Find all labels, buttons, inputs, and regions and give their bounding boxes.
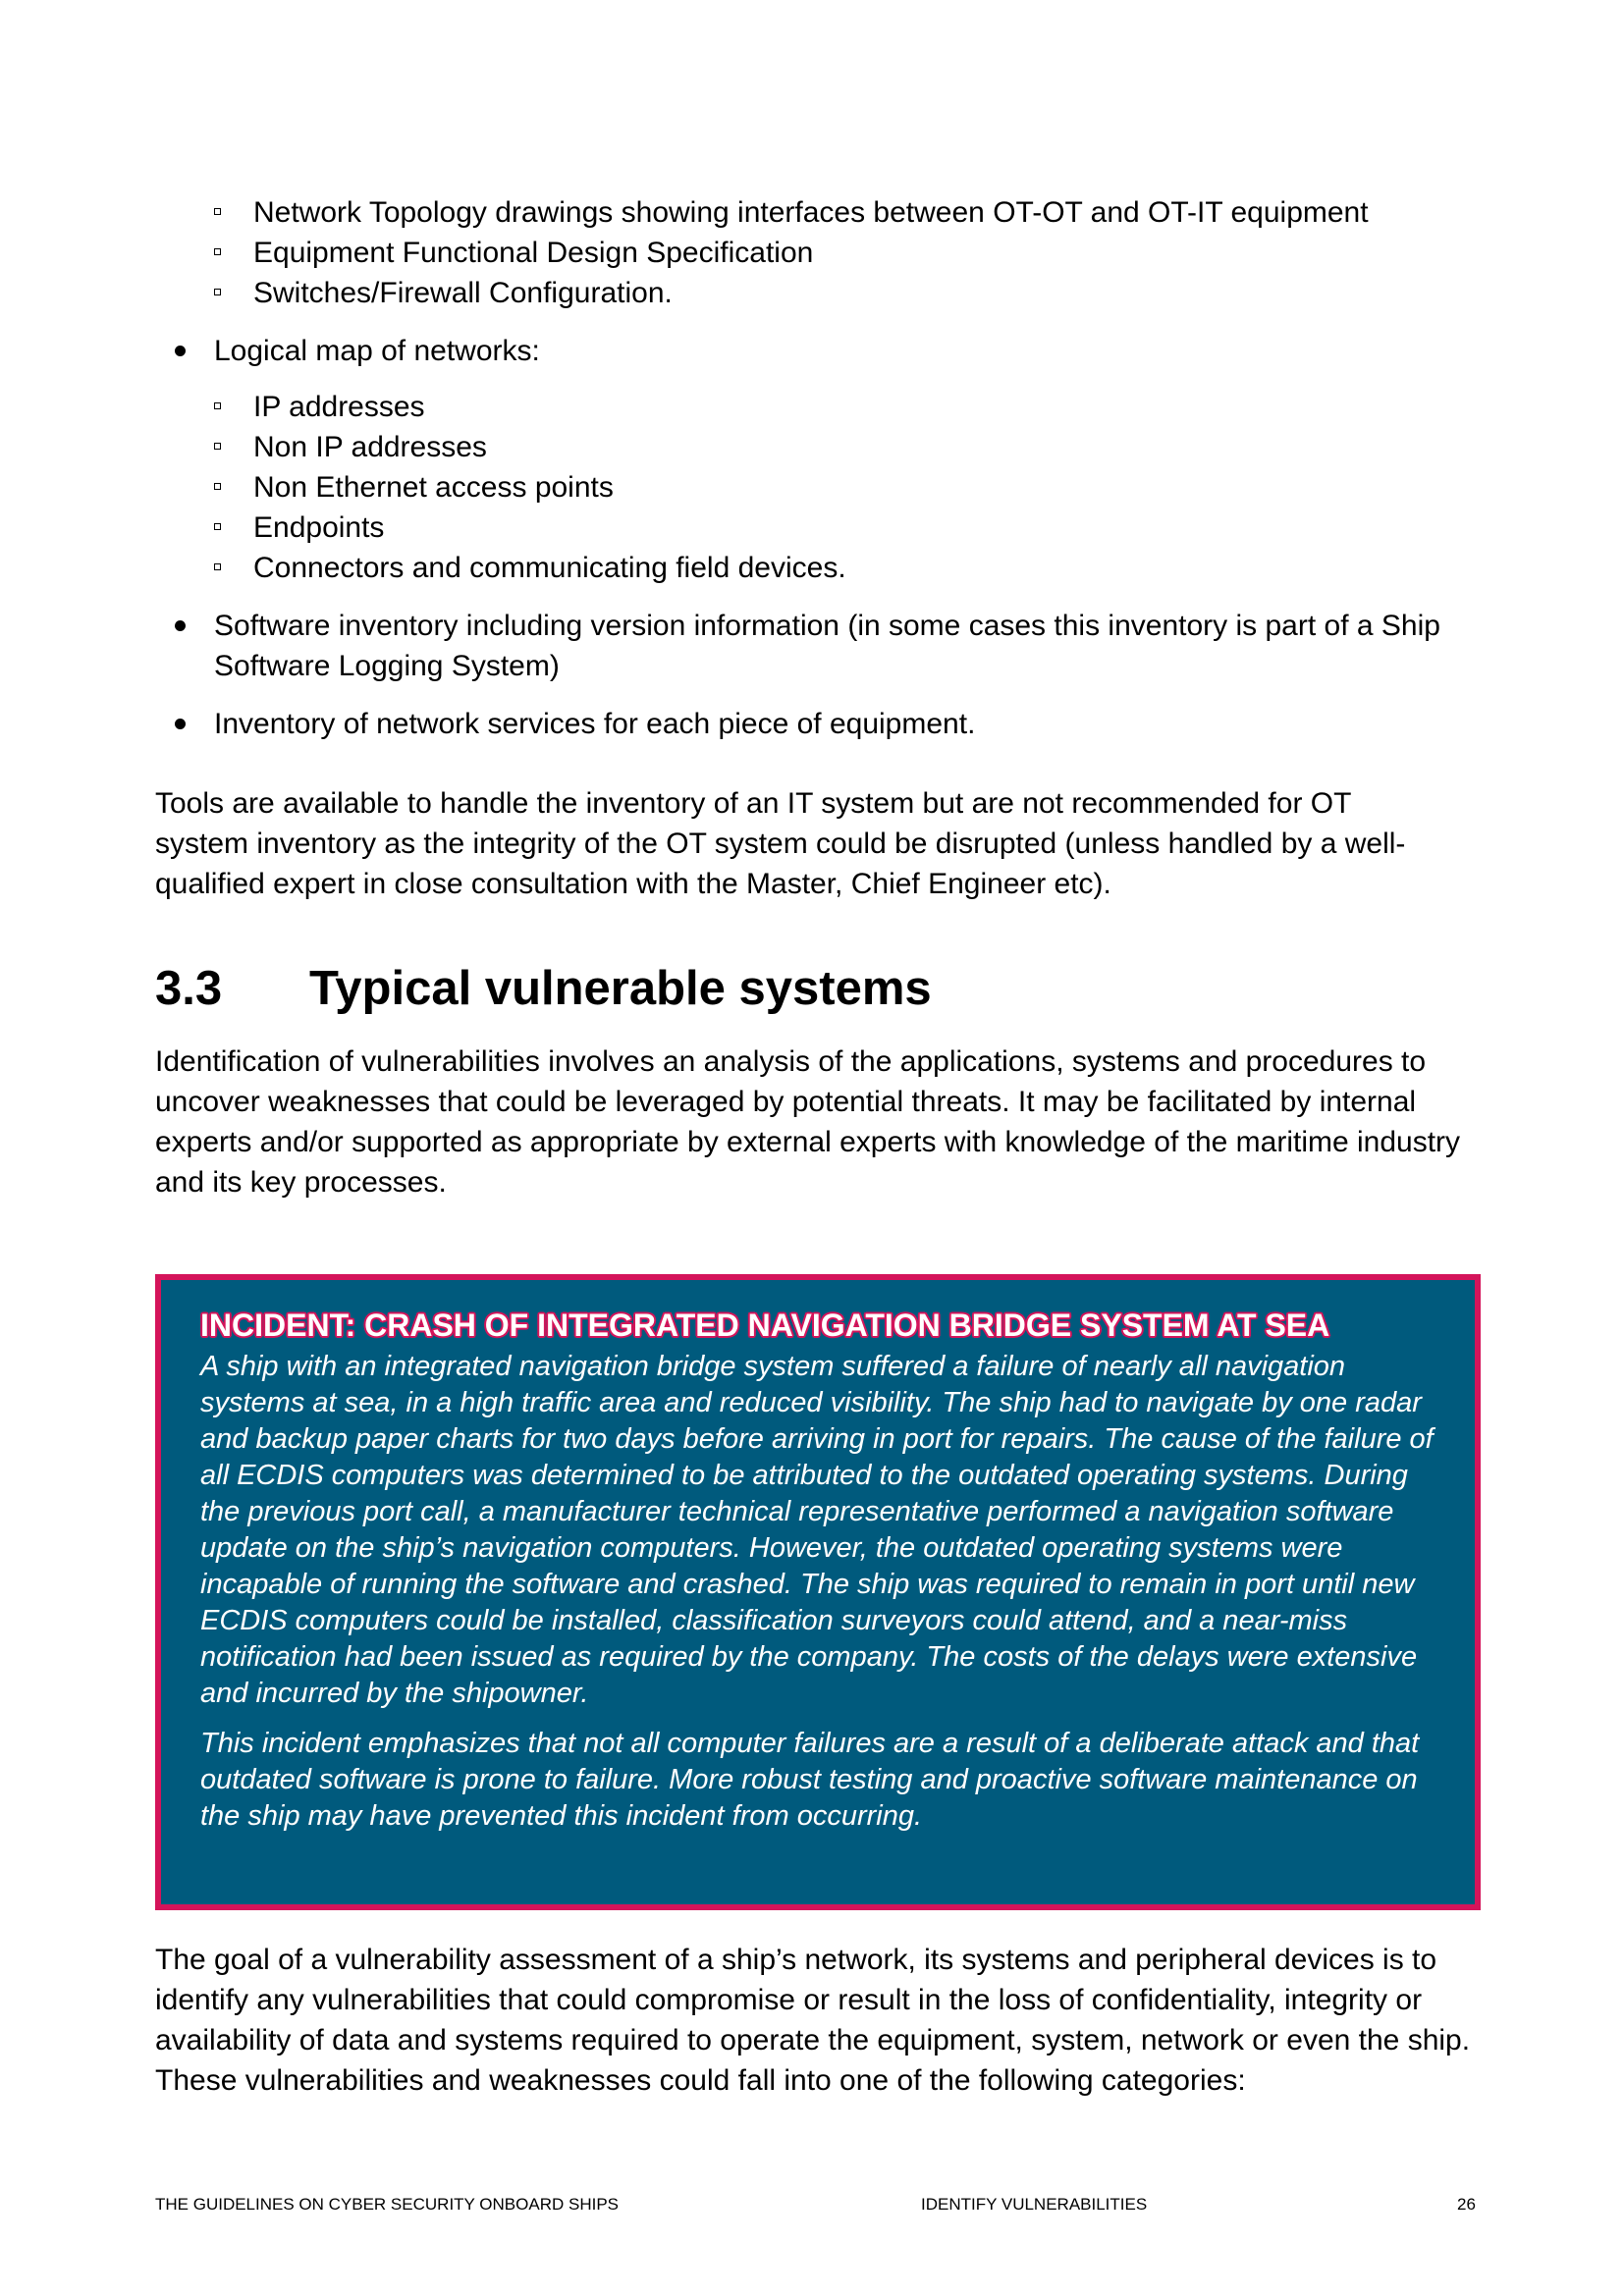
- square-bullet-icon: [214, 563, 221, 570]
- section-number: 3.3: [155, 962, 223, 1015]
- round-bullet-icon: [175, 346, 186, 356]
- square-bullet-icon: [214, 208, 221, 215]
- list-item: Switches/Firewall Configuration.: [155, 273, 1481, 313]
- footer-document-title: THE GUIDELINES ON CYBER SECURITY ONBOARD SHIPS: [155, 2195, 619, 2214]
- square-bullet-icon: [214, 402, 221, 409]
- list-item: Network Topology drawings showing interfaces between OT-OT and OT-IT equipment: [155, 192, 1481, 233]
- square-bullet-icon: [214, 248, 221, 255]
- section-title: Typical vulnerable systems: [309, 962, 932, 1015]
- square-bullet-icon: [214, 523, 221, 530]
- list-item: Equipment Functional Design Specification: [155, 233, 1481, 273]
- incident-conclusion: This incident emphasizes that not all computer failures are a result of a deliberate attack and that outdated software is prone to failure. More robust testing and proactive software maintenance on the ship may have prevented this incident from occurring.: [200, 1728, 1420, 1832]
- bullet-network-services: Inventory of network services for each piece of equipment.: [155, 704, 1481, 744]
- list-item: Connectors and communicating field devices.: [155, 548, 1481, 588]
- list-item: Non IP addresses: [155, 427, 1481, 467]
- page-body: [155, 192, 1481, 1202]
- square-bullet-icon: [214, 289, 221, 295]
- list-item: Endpoints: [155, 507, 1481, 548]
- footer-page-number: 26: [1457, 2195, 1476, 2214]
- bullet-logical-map: Logical map of networks:: [155, 331, 1481, 371]
- list-item: Non Ethernet access points: [155, 467, 1481, 507]
- incident-box: [155, 1274, 1481, 1910]
- incident-title: INCIDENT: CRASH OF INTEGRATED NAVIGATION BRIDGE SYSTEM AT SEA: [200, 1308, 1330, 1343]
- square-bullet-icon: [214, 483, 221, 490]
- paragraph-goal: The goal of a vulnerability assessment of a ship’s network, its systems and peripheral devices is to identify any vulnerabilities that could compromise or result in the loss of confidentiality, integrity or availability of data and systems required to operate the equipment, system, network or even the ship. These vulnerabilities and weaknesses could fall into one of the following categories:: [155, 1944, 1471, 2097]
- section-heading: [155, 959, 1481, 1018]
- sub-list-top: [155, 192, 1481, 313]
- paragraph-identification: Identification of vulnerabilities involves an analysis of the applications, systems and procedures to uncover weaknesses that could be leveraged by potential threats. It may be facilitated by internal experts and/or supported as appropriate by external experts with knowledge of the maritime industry and its key processes.: [155, 1045, 1461, 1199]
- bullet-software-inventory: Software inventory including version information (in some cases this inventory is part of a Ship Software Logging System): [155, 606, 1490, 686]
- round-bullet-icon: [175, 620, 186, 631]
- sub-list-logical: [155, 387, 1481, 588]
- incident-paragraph: A ship with an integrated navigation bridge system suffered a failure of nearly all navigation systems at sea, in a high traffic area and reduced visibility. The ship had to navigate by one radar and backup paper charts for two days before arriving in port for repairs. The cause of the failure of all ECDIS computers was determined to be attributed to the outdated operating systems. During the previous port call, a manufacturer technical representative performed a navigation software update on the ship’s navigation computers. However, the outdated operating systems were incapable of running the software and crashed. The ship was required to remain in port until new ECDIS computers could be installed, classification surveyors could attend, and a near-miss notification had been issued as required by the company. The costs of the delays were extensive and incurred by the shipowner.: [200, 1351, 1434, 1709]
- square-bullet-icon: [214, 443, 221, 450]
- round-bullet-icon: [175, 719, 186, 729]
- paragraph-tools: Tools are available to handle the inventory of an IT system but are not recommended for OT system inventory as the integrity of the OT system could be disrupted (unless handled by a well-qualified expert in close consultation with the Master, Chief Engineer etc).: [155, 787, 1406, 900]
- list-item: IP addresses: [155, 387, 1481, 427]
- footer-section-title: IDENTIFY VULNERABILITIES: [921, 2195, 1148, 2214]
